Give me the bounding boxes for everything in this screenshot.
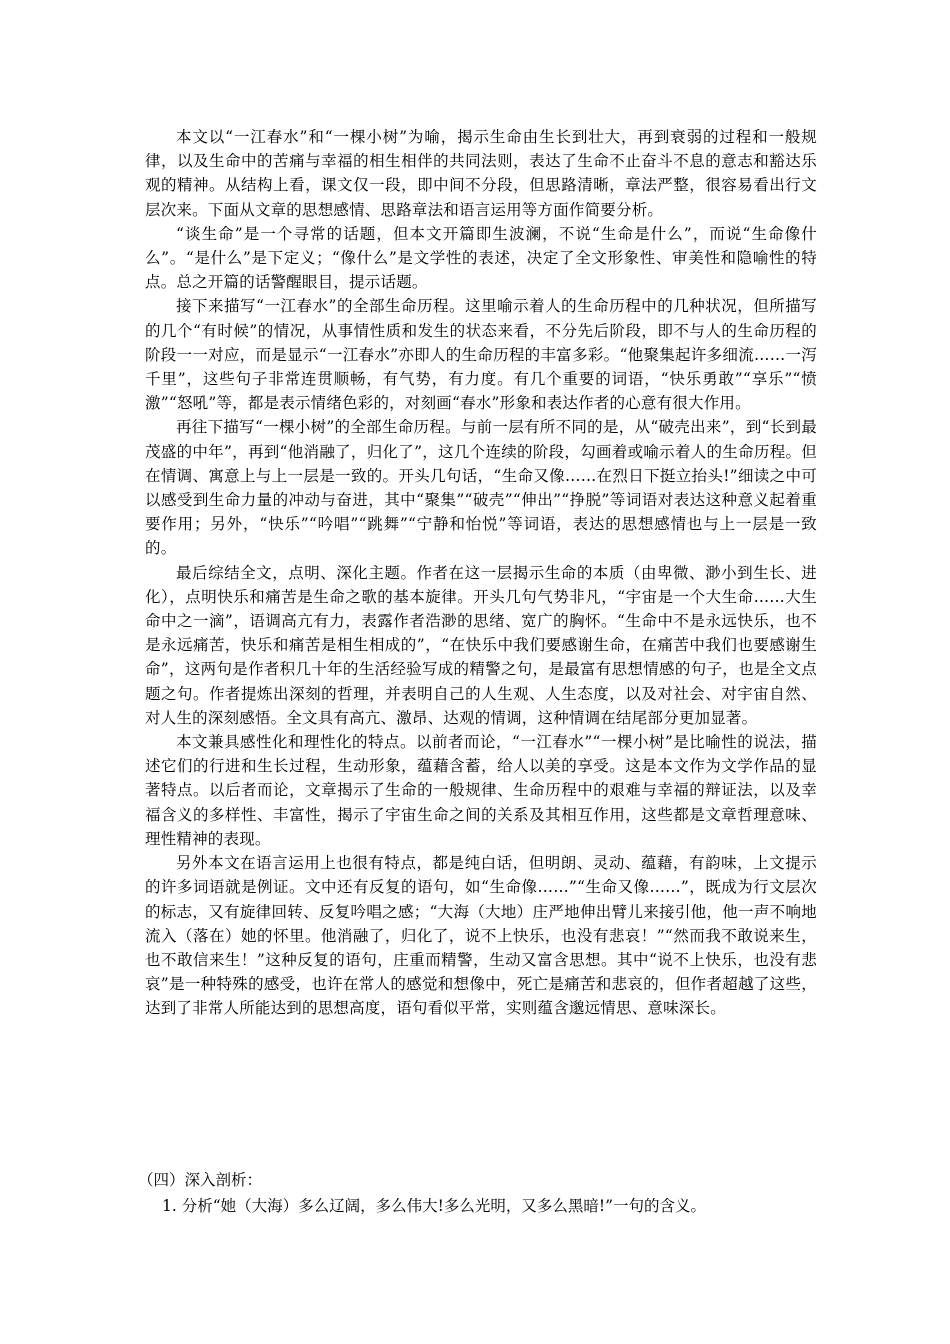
question-item: 1. 分析“她（大海）多么辽阔，多么伟大!多么光明，又多么黑暗!”一句的含义。 — [162, 1197, 707, 1215]
article-body — [145, 125, 817, 1021]
paragraph-spring-water: 接下来描写“一江春水”的全部生命历程。这里喻示着人的生命历程中的几种状况，但所描写的几个“有时候”的情况，从事情性质和发生的状态来看，不分先后阶段，即不与人的生命历程的阶段一一对应，而是显示“一江春水”亦即人的生命历程的丰富多彩。“他聚集起许多细流……一泻千里”，这些句子非常连贯顺畅，有气势，有力度。有几个重要的词语，“快乐勇敢”“享乐”“愤激”“怒吼”等，都是表示情绪色彩的，对刻画“春水”形象和表达作者的心意有很大作用。 — [145, 297, 817, 413]
paragraph-language: 另外本文在语言运用上也很有特点，都是纯白话，但明朗、灵动、蕴藉，有韵味，上文提示的许多词语就是例证。文中还有反复的语句，如“生命像……”“生命又像……”，既成为行文层次的标志，又有旋律回转、反复吟唱之感；“大海（大地）庄严地伸出臂儿来接引他，他一声不响地流入（落在）她的怀里。他消融了，归化了，说不上快乐，也没有悲哀！”“然而我不敢说来生，也不敢信来生！”这种反复的语句，庄重而精警，生动又富含思想。其中“说不上快乐，也没有悲哀”是一种特殊的感受，也许在常人的感觉和想像中，死亡是痛苦和悲哀的，但作者超越了这些，达到了非常人所能达到的思想高度，语句看似平常，实则蕴含邈远情思、意味深长。 — [145, 854, 817, 1018]
section-title: （四）深入剖析： — [138, 1171, 263, 1189]
paragraph-small-tree: 再往下描写“一棵小树”的全部生命历程。与前一层有所不同的是，从“破壳出来”，到“长到最茂盛的中年”，再到“他消融了，归化了”，这几个连续的阶段，勾画着或喻示着人的生命历程。但在情调、寓意上与上一层是一致的。开头几句话，“生命又像……在烈日下挺立抬头!”细读之中可以感受到生命力量的冲动与奋进，其中“聚集”“破壳”“伸出”“挣脱”等词语对表达这种意义起着重要作用；另外，“快乐”“吟唱”“跳舞”“宁静和怡悦”等词语，表达的思想感情也与上一层是一致的。 — [145, 418, 817, 558]
paragraph-conclusion: 最后综结全文，点明、深化主题。作者在这一层揭示生命的本质（由卑微、渺小到生长、进化），点明快乐和痛苦是生命之歌的基本旋律。开头几句气势非凡，“宇宙是一个大生命……大生命中之一滴”，语调高亢有力，表露作者浩渺的思绪、宽广的胸怀。“生命中不是永远快乐，也不是永远痛苦，快乐和痛苦是相生相成的”，“在快乐中我们要感谢生命，在痛苦中我们也要感谢生命”，这两句是作者积几十年的生活经验写成的精警之句，是最富有思想情感的句子，也是全文点题之句。作者提炼出深刻的哲理，并表明自己的人生观、人生态度，以及对社会、对宇宙自然、对人生的深刻感悟。全文具有高亢、激昂、达观的情调，这种情调在结尾部分更加显著。 — [145, 563, 817, 727]
paragraph-characteristics: 本文兼具感性化和理性化的特点。以前者而论，“一江春水”“一棵小树”是比喻性的说法，描述它们的行进和生长过程，生动形象，蕴藉含蓄，给人以美的享受。这是本文作为文学作品的显著特点。以后者而论，文章揭示了生命的一般规律、生命历程中的艰难与幸福的辩证法，以及幸福含义的多样性、丰富性，揭示了宇宙生命之间的关系及其相互作用，这些都是文章哲理意味、理性精神的表现。 — [145, 733, 817, 848]
paragraph-intro: 本文以“一江春水”和“一棵小树”为喻，揭示生命由生长到壮大，再到衰弱的过程和一般规律，以及生命中的苦痛与幸福的相生相伴的共同法则，表达了生命不止奋斗不息的意志和豁达乐观的精神。从结构上看，课文仅一段，即中间不分段，但思路清晰，章法严整，很容易看出行文层次来。下面从文章的思想感情、思路章法和语言运用等方面作简要分析。 — [145, 128, 817, 219]
paragraph-opening: “谈生命”是一个寻常的话题，但本文开篇即生波澜，不说“生命是什么”，而说“生命像什么”。“是什么”是下定义；“像什么”是文学性的表述，决定了全文形象性、审美性和隐喻性的特点。总之开篇的话警醒眼目，提示话题。 — [145, 224, 817, 292]
